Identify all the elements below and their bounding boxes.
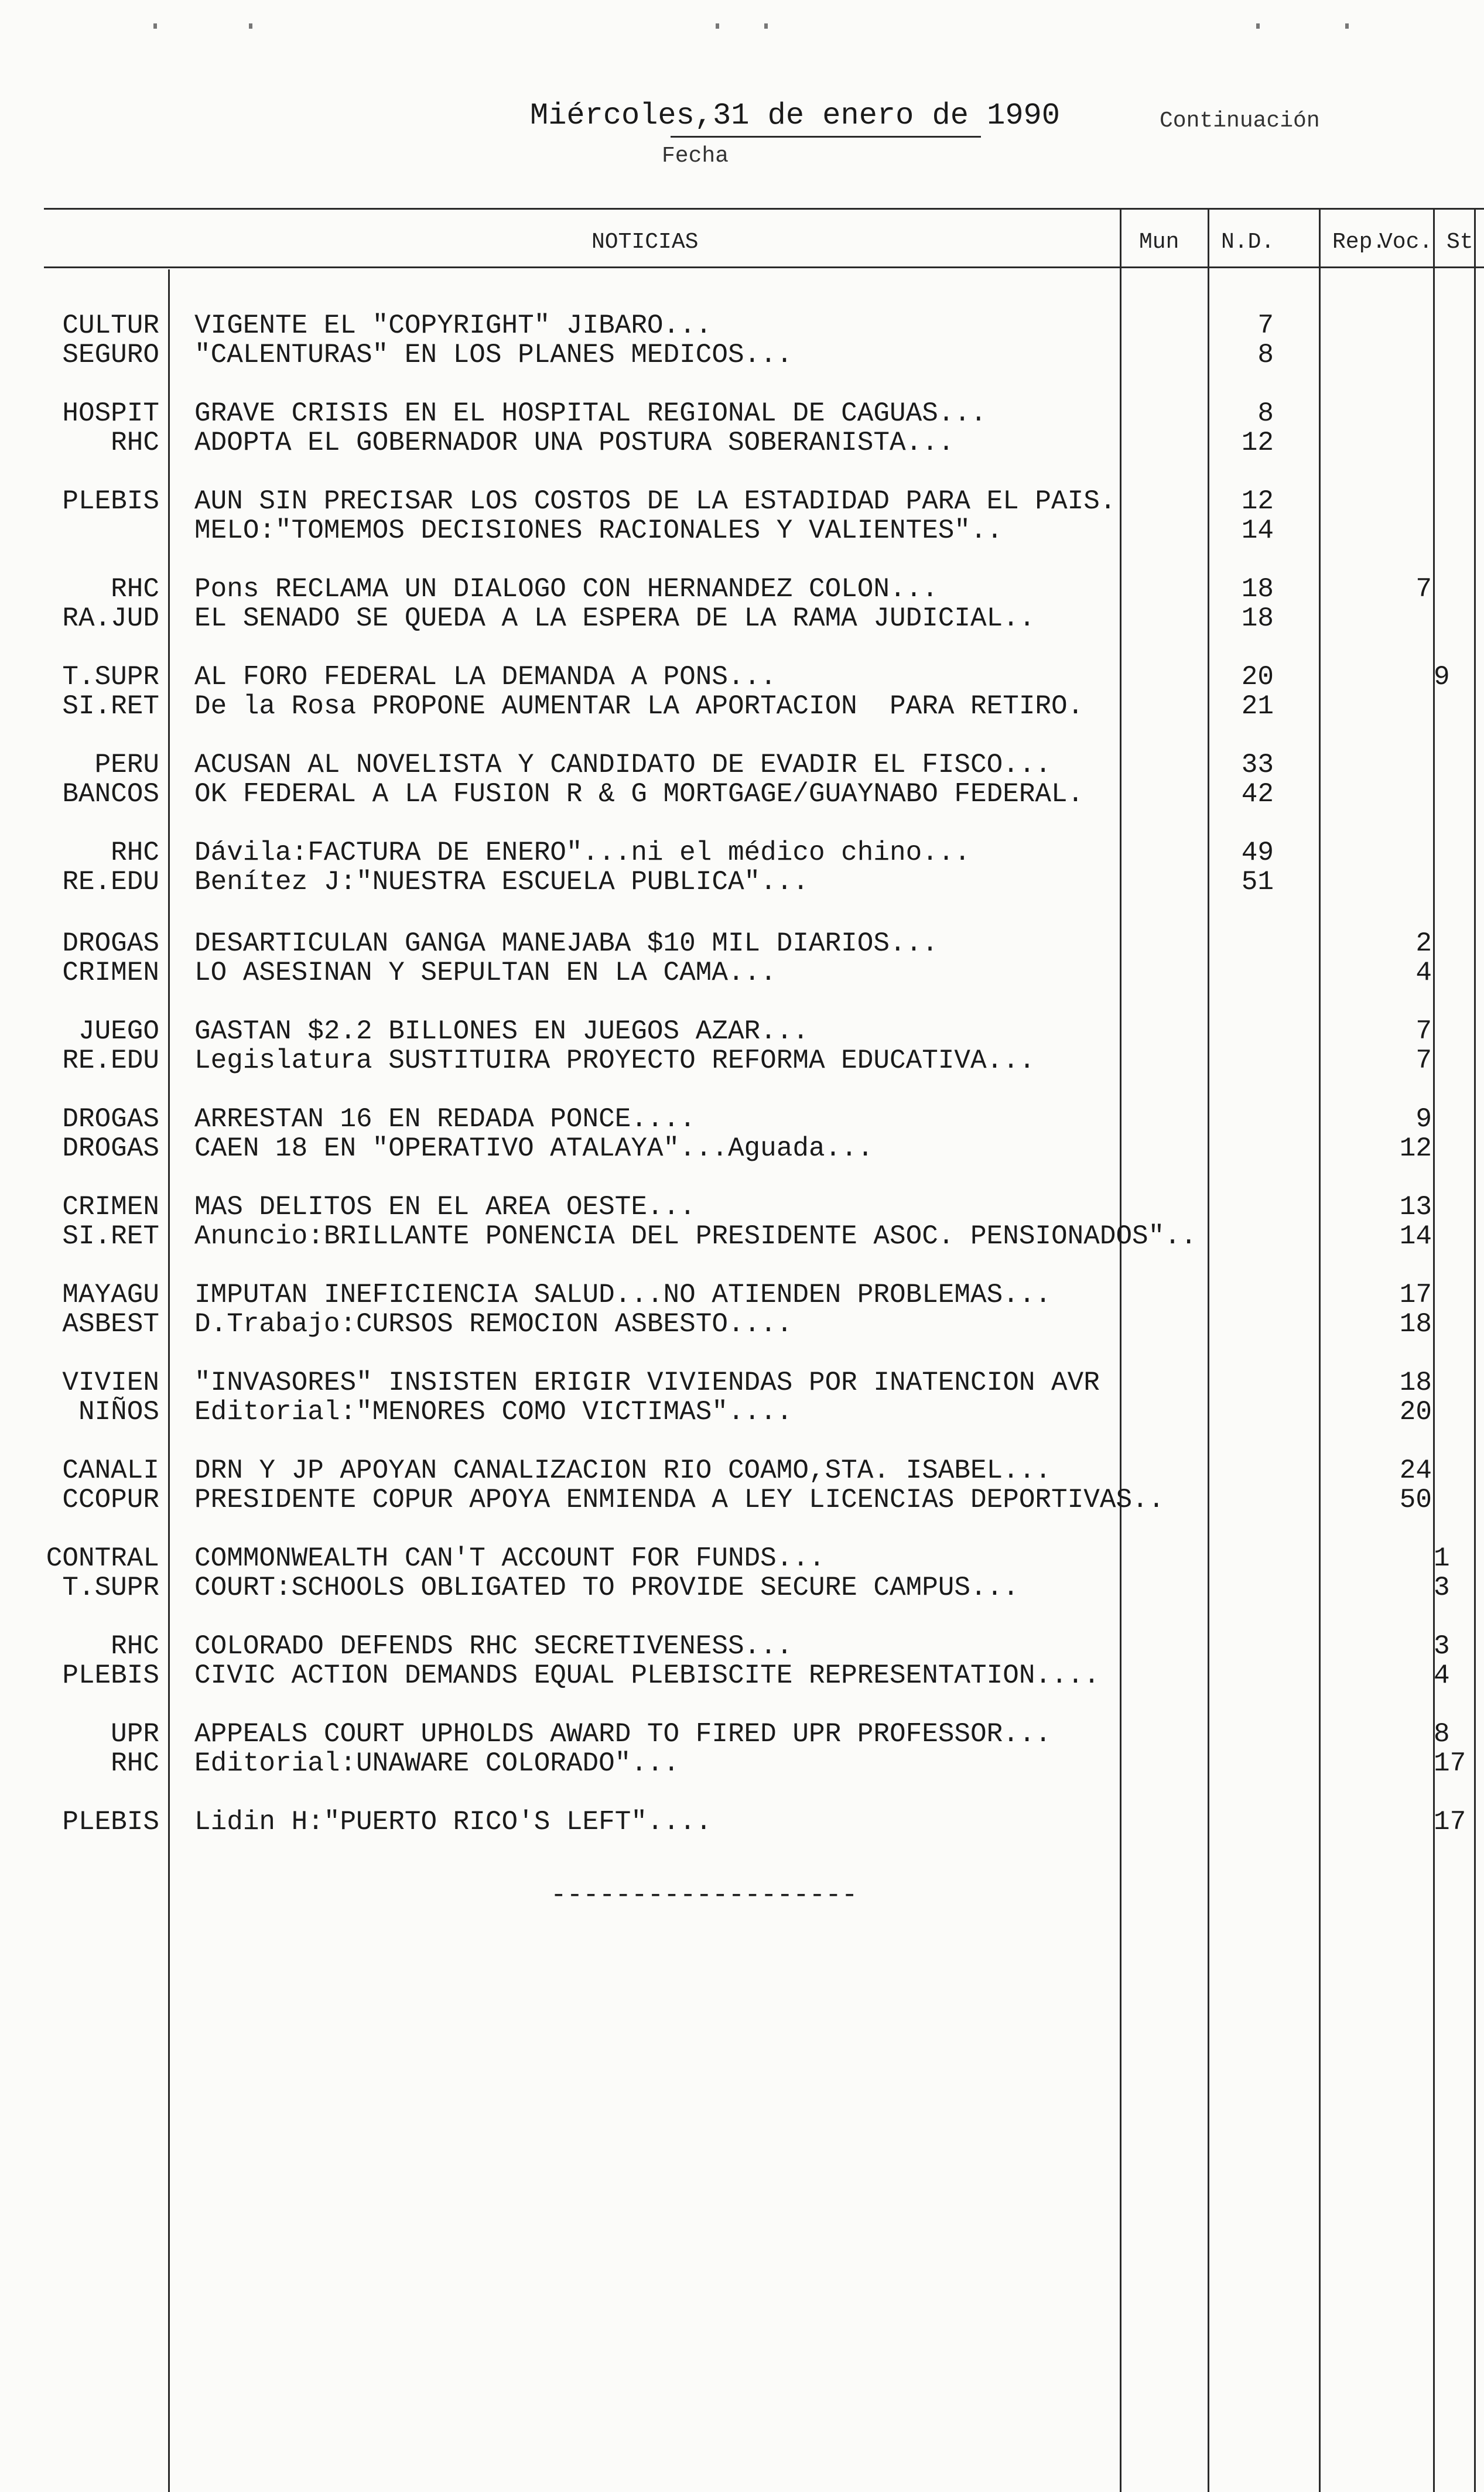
row-headline: IMPUTAN INEFICIENCIA SALUD...NO ATIENDEN PROBLEMAS... [194,1280,1052,1310]
row-category: T.SUPR [62,1573,159,1603]
row-nd-page: 7 [1257,310,1274,341]
row-voc-page: 14 [1399,1221,1432,1252]
row-headline: MELO:"TOMEMOS DECISIONES RACIONALES Y VALIENTES".. [194,515,1003,546]
row-headline: Editorial:UNAWARE COLORADO"... [194,1748,680,1779]
row-headline: "CALENTURAS" EN LOS PLANES MEDICOS... [194,340,793,370]
header-voc: Voc. [1379,230,1433,255]
row-category: CANALI [62,1455,159,1486]
row-headline: APPEALS COURT UPHOLDS AWARD TO FIRED UPR PROFESSOR... [194,1719,1052,1749]
row-voc-page: 4 [1415,958,1432,988]
row-category: RHC [111,428,159,458]
header-mun: Mun [1139,230,1179,255]
row-voc-page: 20 [1399,1397,1432,1427]
row-headline: Editorial:"MENORES COMO VICTIMAS".... [194,1397,793,1427]
row-st-page: 4 [1434,1660,1450,1691]
row-category: PLEBIS [62,486,159,517]
table-header-rule [44,266,1484,268]
row-st-page: 3 [1434,1573,1450,1603]
row-headline: Dávila:FACTURA DE ENERO"...ni el médico chino... [194,837,971,868]
row-headline: COMMONWEALTH CAN'T ACCOUNT FOR FUNDS... [194,1543,825,1574]
row-st-page: 17 [1434,1748,1466,1779]
continuation-label: Continuación [1160,108,1320,134]
row-nd-page: 12 [1241,428,1274,458]
row-category: CCOPUR [62,1485,159,1515]
row-headline: COURT:SCHOOLS OBLIGATED TO PROVIDE SECURE CAMPUS... [194,1573,1019,1603]
row-category: SI.RET [62,1221,159,1252]
row-nd-page: 18 [1241,603,1274,634]
row-headline: Lidin H:"PUERTO RICO'S LEFT".... [194,1807,712,1837]
row-nd-page: 49 [1241,837,1274,868]
row-headline: VIGENTE EL "COPYRIGHT" JIBARO... [194,310,712,341]
row-headline: DRN Y JP APOYAN CANALIZACION RIO COAMO,STA. ISABEL... [194,1455,1052,1486]
scan-speck [153,23,157,29]
row-nd-page: 14 [1241,515,1274,546]
row-headline: EL SENADO SE QUEDA A LA ESPERA DE LA RAMA JUDICIAL.. [194,603,1035,634]
row-voc-page: 17 [1399,1280,1432,1310]
row-headline: ARRESTAN 16 EN REDADA PONCE.... [194,1104,696,1134]
row-voc-page: 12 [1399,1133,1432,1164]
row-voc-page: 18 [1399,1368,1432,1398]
row-category: RE.EDU [62,867,159,897]
row-headline: De la Rosa PROPONE AUMENTAR LA APORTACION PARA RETIRO. [194,691,1084,722]
row-category: NIÑOS [78,1397,159,1427]
row-headline: Benítez J:"NUESTRA ESCUELA PUBLICA"... [194,867,809,897]
scan-speck [764,23,768,29]
row-headline: LO ASESINAN Y SEPULTAN EN LA CAMA... [194,958,777,988]
row-category: DROGAS [62,1133,159,1164]
row-headline: GASTAN $2.2 BILLONES EN JUEGOS AZAR... [194,1016,809,1047]
row-voc-page: 24 [1399,1455,1432,1486]
row-nd-page: 8 [1257,398,1274,429]
row-st-page: 3 [1434,1631,1450,1662]
row-category: HOSPIT [62,398,159,429]
header-nd: N.D. [1221,230,1275,255]
st-column-rule [1474,208,1476,2492]
row-category: CONTRAL [46,1543,159,1574]
row-nd-page: 21 [1241,691,1274,722]
row-headline: ACUSAN AL NOVELISTA Y CANDIDATO DE EVADIR EL FISCO... [194,750,1052,780]
row-category: UPR [111,1719,159,1749]
row-headline: AL FORO FEDERAL LA DEMANDA A PONS... [194,662,777,692]
row-category: RA.JUD [62,603,159,634]
date-heading: Miércoles,31 de enero de 1990 [530,98,1060,133]
row-voc-page: 7 [1415,1016,1432,1047]
row-voc-page: 9 [1415,1104,1432,1134]
row-voc-page: 2 [1415,928,1432,959]
row-st-page: 8 [1434,1719,1450,1749]
row-headline: GRAVE CRISIS EN EL HOSPITAL REGIONAL DE CAGUAS... [194,398,987,429]
row-headline: D.Trabajo:CURSOS REMOCION ASBESTO.... [194,1309,793,1339]
row-category: DROGAS [62,928,159,959]
row-headline: MAS DELITOS EN EL AREA OESTE... [194,1192,696,1222]
row-category: SEGURO [62,340,159,370]
mun-column-rule [1120,208,1121,2492]
row-category: RE.EDU [62,1045,159,1076]
row-headline: AUN SIN PRECISAR LOS COSTOS DE LA ESTADIDAD PARA EL PAIS. [194,486,1116,517]
row-headline: Pons RECLAMA UN DIALOGO CON HERNANDEZ COLON... [194,574,938,604]
voc-column-rule [1433,208,1435,2492]
row-category: JUEGO [78,1016,159,1047]
row-headline: COLORADO DEFENDS RHC SECRETIVENESS... [194,1631,793,1662]
scan-speck [1256,23,1260,29]
row-category: RHC [111,1748,159,1779]
row-category: BANCOS [62,779,159,809]
row-nd-page: 8 [1257,340,1274,370]
row-nd-page: 12 [1241,486,1274,517]
row-st-page: 9 [1434,662,1450,692]
row-nd-page: 33 [1241,750,1274,780]
row-voc-page: 18 [1399,1309,1432,1339]
row-voc-page: 13 [1399,1192,1432,1222]
row-category: PLEBIS [62,1660,159,1691]
row-category: SI.RET [62,691,159,722]
row-headline: CAEN 18 EN "OPERATIVO ATALAYA"...Aguada... [194,1133,874,1164]
row-category: T.SUPR [62,662,159,692]
row-nd-page: 18 [1241,574,1274,604]
row-headline: PRESIDENTE COPUR APOYA ENMIENDA A LEY LICENCIAS DEPORTIVAS.. [194,1485,1165,1515]
row-headline: DESARTICULAN GANGA MANEJABA $10 MIL DIARIOS... [194,928,938,959]
row-category: MAYAGU [62,1280,159,1310]
header-rep: Rep. [1332,230,1386,255]
row-headline: ADOPTA EL GOBERNADOR UNA POSTURA SOBERANISTA... [194,428,955,458]
row-voc-page: 50 [1399,1485,1432,1515]
row-headline: Legislatura SUSTITUIRA PROYECTO REFORMA EDUCATIVA... [194,1045,1035,1076]
rep-column-rule [1319,208,1321,2492]
row-headline: "INVASORES" INSISTEN ERIGIR VIVIENDAS POR INATENCION AVR [194,1368,1100,1398]
row-st-page: 1 [1434,1543,1450,1574]
row-category: RHC [111,1631,159,1662]
row-category: RHC [111,574,159,604]
table-top-rule [44,208,1484,210]
category-column-rule [168,269,170,2492]
row-headline: OK FEDERAL A LA FUSION R & G MORTGAGE/GUAYNABO FEDERAL. [194,779,1084,809]
scan-speck [1345,23,1349,29]
header-noticias: NOTICIAS [591,230,699,255]
row-st-page: 17 [1434,1807,1466,1837]
header-st: St [1447,230,1473,255]
end-separator: ------------------- [550,1880,858,1910]
row-category: VIVIEN [62,1368,159,1398]
row-nd-page: 20 [1241,662,1274,692]
row-nd-page: 51 [1241,867,1274,897]
row-category: CRIMEN [62,958,159,988]
scan-speck [716,23,719,29]
row-voc-page: 7 [1415,1045,1432,1076]
row-headline: Anuncio:BRILLANTE PONENCIA DEL PRESIDENTE ASOC. PENSIONADOS".. [194,1221,1197,1252]
row-category: PERU [94,750,159,780]
row-category: CRIMEN [62,1192,159,1222]
row-voc-page: 7 [1415,574,1432,604]
row-category: DROGAS [62,1104,159,1134]
row-category: PLEBIS [62,1807,159,1837]
row-headline: CIVIC ACTION DEMANDS EQUAL PLEBISCITE REPRESENTATION.... [194,1660,1100,1691]
fecha-label: Fecha [662,143,729,169]
nd-column-rule [1208,208,1209,2492]
row-category: CULTUR [62,310,159,341]
scan-speck [249,23,252,29]
row-category: ASBEST [62,1309,159,1339]
date-underline [671,136,981,138]
row-nd-page: 42 [1241,779,1274,809]
row-category: RHC [111,837,159,868]
